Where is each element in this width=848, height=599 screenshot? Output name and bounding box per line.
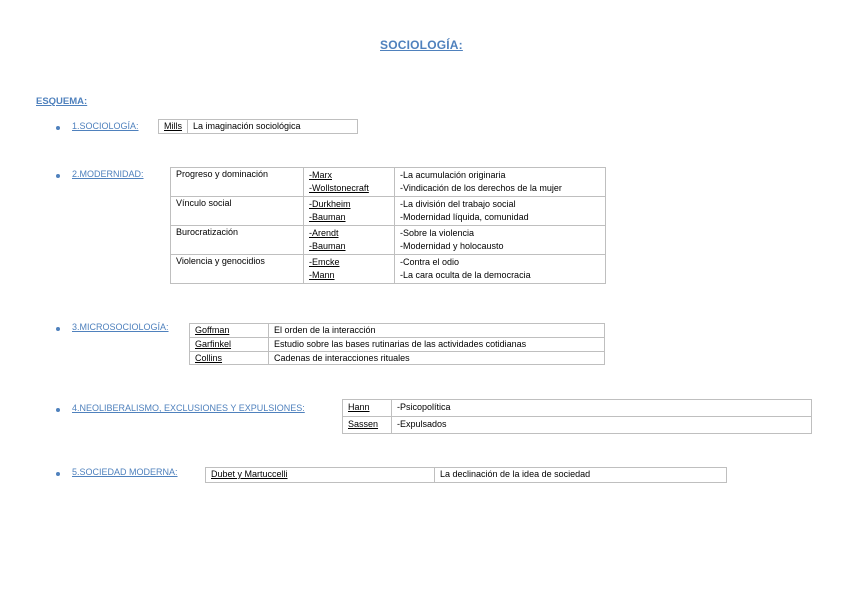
bullet-icon bbox=[56, 126, 60, 130]
author-link[interactable]: -Arendt bbox=[309, 228, 339, 238]
work-text: -Modernidad líquida, comunidad bbox=[400, 212, 529, 222]
works-cell bbox=[395, 168, 606, 197]
work-cell: La imaginación sociológica bbox=[188, 120, 358, 134]
author-cell: Goffman bbox=[190, 324, 269, 338]
authors-cell bbox=[304, 197, 395, 226]
section-4-link[interactable]: 4.NEOLIBERALISMO, EXCLUSIONES Y EXPULSIONES: bbox=[72, 403, 305, 413]
table-row bbox=[171, 226, 606, 255]
work-cell: -Expulsados bbox=[392, 416, 812, 433]
table-row bbox=[190, 324, 605, 338]
work-cell: La declinación de la idea de sociedad bbox=[435, 468, 727, 483]
section-4-table bbox=[342, 399, 812, 434]
works-cell bbox=[395, 197, 606, 226]
author-cell: Dubet y Martuccelli bbox=[206, 468, 435, 483]
table-row bbox=[343, 416, 812, 433]
table-row bbox=[343, 400, 812, 417]
section-2-table bbox=[170, 167, 606, 284]
author-cell: Sassen bbox=[343, 416, 392, 433]
works-cell bbox=[395, 226, 606, 255]
section-5-table bbox=[205, 467, 727, 483]
bullet-icon bbox=[56, 472, 60, 476]
work-cell: Estudio sobre las bases rutinarias de las actividades cotidianas bbox=[269, 337, 605, 351]
author-link[interactable]: -Bauman bbox=[309, 241, 346, 251]
theme-cell: Vínculo social bbox=[171, 197, 304, 226]
section-1-link[interactable]: 1.SOCIOLOGÍA: bbox=[72, 121, 139, 131]
authors-cell bbox=[304, 255, 395, 284]
author-cell: Mills bbox=[159, 120, 188, 134]
bullet-icon bbox=[56, 174, 60, 178]
work-text: -La cara oculta de la democracia bbox=[400, 270, 531, 280]
table-row bbox=[190, 337, 605, 351]
works-cell bbox=[395, 255, 606, 284]
work-cell: El orden de la interacción bbox=[269, 324, 605, 338]
section-3-table bbox=[189, 323, 605, 365]
work-text: -Vindicación de los derechos de la mujer bbox=[400, 183, 562, 193]
table-row bbox=[171, 255, 606, 284]
author-link[interactable]: -Bauman bbox=[309, 212, 346, 222]
author-link[interactable]: -Wollstonecraft bbox=[309, 183, 369, 193]
author-link[interactable]: -Mann bbox=[309, 270, 335, 280]
authors-cell bbox=[304, 168, 395, 197]
author-link[interactable]: -Emcke bbox=[309, 257, 340, 267]
bullet-icon bbox=[56, 327, 60, 331]
author-cell: Collins bbox=[190, 351, 269, 365]
section-2-link[interactable]: 2.MODERNIDAD: bbox=[72, 169, 144, 179]
authors-cell bbox=[304, 226, 395, 255]
work-text: -La división del trabajo social bbox=[400, 199, 516, 209]
author-link[interactable]: -Marx bbox=[309, 170, 332, 180]
theme-cell: Burocratización bbox=[171, 226, 304, 255]
table-row bbox=[190, 351, 605, 365]
theme-cell: Violencia y genocidios bbox=[171, 255, 304, 284]
author-cell: Garfinkel bbox=[190, 337, 269, 351]
work-cell: -Psicopolítica bbox=[392, 400, 812, 417]
author-link[interactable]: -Durkheim bbox=[309, 199, 351, 209]
work-text: -Sobre la violencia bbox=[400, 228, 475, 238]
section-1-table bbox=[158, 119, 358, 134]
table-row bbox=[206, 468, 727, 483]
work-text: -La acumulación originaria bbox=[400, 170, 506, 180]
table-row bbox=[159, 120, 358, 134]
theme-cell: Progreso y dominación bbox=[171, 168, 304, 197]
work-cell: Cadenas de interacciones rituales bbox=[269, 351, 605, 365]
bullet-icon bbox=[56, 408, 60, 412]
table-row bbox=[171, 197, 606, 226]
section-3-link[interactable]: 3.MICROSOCIOLOGÍA: bbox=[72, 322, 169, 332]
page-title: SOCIOLOGÍA: bbox=[380, 38, 463, 52]
esquema-heading: ESQUEMA: bbox=[36, 96, 88, 107]
table-row bbox=[171, 168, 606, 197]
work-text: -Modernidad y holocausto bbox=[400, 241, 504, 251]
section-5-link[interactable]: 5.SOCIEDAD MODERNA: bbox=[72, 467, 178, 477]
work-text: -Contra el odio bbox=[400, 257, 460, 267]
author-cell: Hann bbox=[343, 400, 392, 417]
